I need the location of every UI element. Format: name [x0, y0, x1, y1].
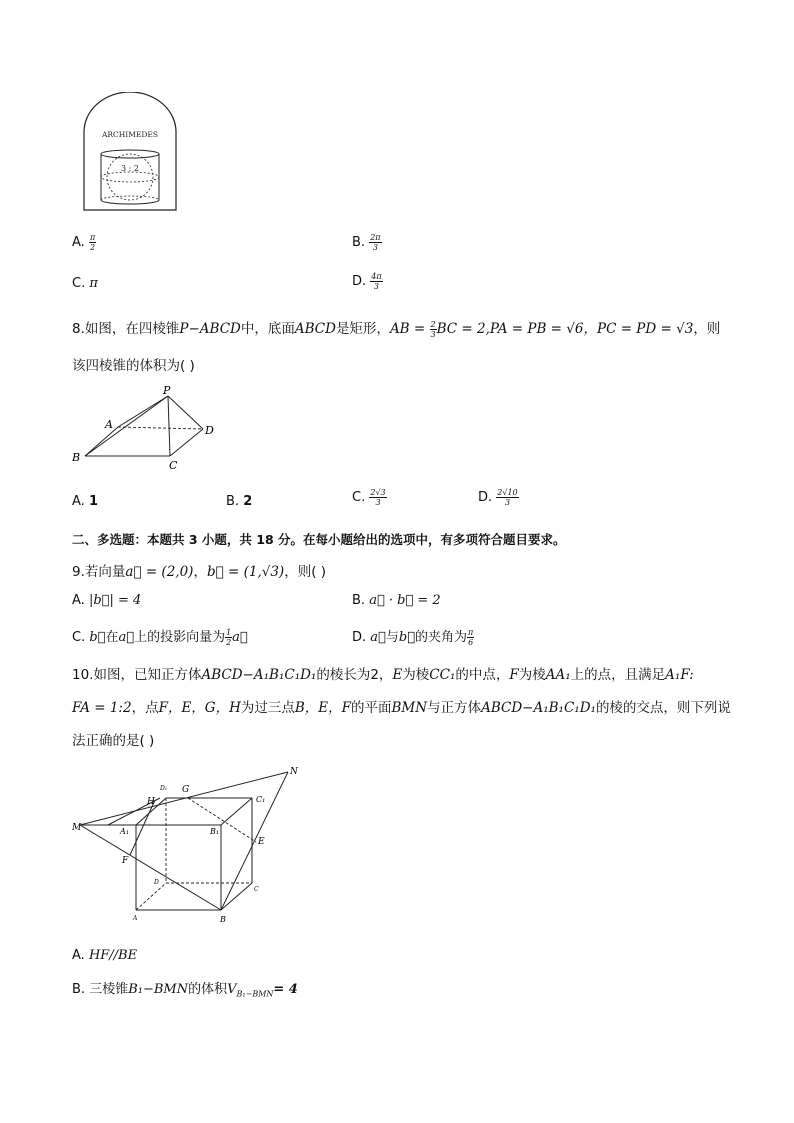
point-a1: A₁: [120, 827, 129, 836]
point-d1: D₁: [160, 785, 168, 792]
vertex-d: D: [205, 424, 214, 437]
q8-option-a[interactable]: A. 1: [72, 494, 98, 509]
q7-option-a[interactable]: A. $\frac{\pi}{2}$: [72, 233, 96, 252]
point-b: B: [220, 915, 226, 924]
point-b1: B₁: [210, 827, 220, 836]
q10-stem-line2: FA = 1:2，点F，E，G，H为过三点B，E，F的平面BMN与正方体ABCD−A₁B₁C₁D₁的棱的交点，则下列说: [72, 700, 731, 716]
option-letter: C.: [72, 276, 86, 291]
point-c: C: [254, 886, 259, 893]
q9-option-a[interactable]: A. |b⃗| = 4: [72, 593, 142, 608]
q10-stem-line1: 10.如图，已知正方体ABCD−A₁B₁C₁D₁的棱长为2，E为棱CC₁的中点，F为棱AA₁上的点，且满足A₁F:: [72, 667, 694, 683]
q7-option-c[interactable]: C. π: [72, 276, 98, 291]
q8-option-b[interactable]: B. 2: [226, 494, 253, 509]
q8-option-c[interactable]: C. $\frac{2√3}{3}$: [352, 488, 386, 507]
point-n: N: [290, 767, 298, 777]
archimedes-tomb-figure: [80, 92, 180, 212]
point-g: G: [182, 785, 190, 795]
point-h: H: [147, 797, 155, 807]
q10-option-a[interactable]: A. HF//BE: [72, 948, 138, 963]
vertex-a: A: [105, 418, 113, 431]
vertex-p: P: [163, 384, 171, 397]
section-heading: 二、多选题：本题共 3 小题，共 18 分。在每小题给出的选项中，有多项符合题目要求。: [72, 532, 566, 547]
q7-option-b[interactable]: B. $\frac{2\pi}{3}$: [352, 233, 381, 252]
q8-option-d[interactable]: D. $\frac{2√10}{3}$: [478, 488, 518, 507]
option-letter: D.: [352, 274, 367, 289]
option-letter: A.: [72, 235, 85, 250]
q10-option-b[interactable]: B. 三棱锥B₁−BMN的体积$V_{B_1-BMN}= 4$: [72, 982, 298, 999]
q9-option-c[interactable]: C. b⃗在a⃗上的投影向量为 $\frac{1}{2}$ a⃗: [72, 628, 248, 647]
vertex-b: B: [72, 451, 81, 464]
pyramid-figure: [68, 384, 228, 474]
volume-ratio-label: 3 : 2: [121, 164, 139, 173]
q9-option-d[interactable]: D. a⃗与b⃗的夹角为 $\frac{\pi}{6}$: [352, 628, 474, 647]
q9-option-b[interactable]: B. a⃗ · b⃗ = 2: [352, 593, 441, 608]
option-letter: B.: [352, 235, 366, 250]
point-m: M: [72, 823, 82, 833]
q8-stem-line2: 该四棱锥的体积为( ): [72, 358, 195, 374]
point-c1: C₁: [256, 795, 266, 804]
q7-option-d[interactable]: D. $\frac{4\pi}{3}$: [352, 272, 382, 291]
point-d: D: [154, 879, 159, 886]
cube-section-figure: [70, 760, 310, 930]
point-a: A: [133, 915, 138, 922]
q8-stem: 8.如图，在四棱锥P−ABCD中，底面ABCD是矩形，AB = $\frac{2}{3}$ BC = 2,PA = PB = √6，PC = PD = √3，则: [72, 319, 721, 339]
vertex-c: C: [169, 459, 178, 472]
point-e: E: [258, 837, 265, 847]
archimedes-banner: ARCHIMEDES: [101, 130, 159, 139]
q9-stem: 9.若向量a⃗ = (2,0)，b⃗ = (1,√3)，则( ): [72, 564, 327, 580]
point-f: F: [122, 856, 129, 866]
q10-stem-line3: 法正确的是( ): [72, 733, 155, 749]
